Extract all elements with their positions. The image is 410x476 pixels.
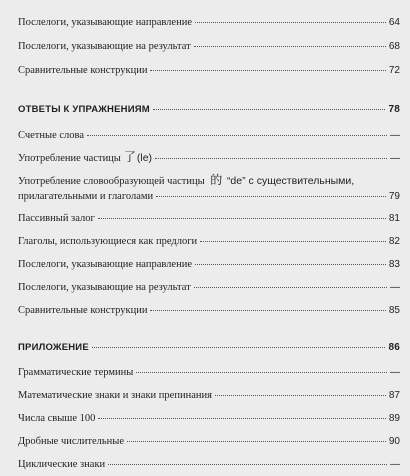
toc-entry-page: —: [390, 153, 400, 164]
toc-entry: [18, 413, 400, 425]
dotted-leader: [136, 372, 387, 373]
toc-entry-page: 87: [388, 390, 400, 401]
toc-entry: [18, 305, 400, 317]
toc-entry: [18, 213, 400, 225]
dotted-leader: [98, 218, 386, 219]
toc-entry: [18, 65, 400, 77]
toc-entry-title: Глаголы, использующиеся как предлоги: [18, 236, 198, 247]
toc-entry-title-prefix: Употребление словообразующей частицы: [18, 176, 205, 187]
dotted-leader: [150, 310, 385, 311]
toc-entry-page: 79: [388, 191, 400, 202]
toc-entry: [18, 130, 400, 142]
toc-entry-page: 81: [388, 213, 400, 224]
toc-entry-title: Послелоги, указывающие на результат: [18, 282, 191, 293]
toc-entry: [18, 259, 400, 271]
toc-entry-page: 68: [388, 41, 400, 52]
dotted-leader: [98, 418, 385, 419]
toc-entry-title: Циклические знаки: [18, 459, 106, 470]
dotted-leader: [153, 109, 386, 110]
dotted-leader: [156, 196, 386, 197]
toc-entry-page: 82: [388, 236, 400, 247]
toc-entry-page: 90: [388, 436, 400, 447]
toc-entry: [18, 436, 400, 448]
toc-entry-title: Счетные слова: [18, 130, 84, 141]
toc-entry-page: 64: [388, 17, 400, 28]
toc-entry: [18, 459, 400, 471]
dotted-leader: [108, 464, 387, 465]
toc-entry-page: —: [390, 459, 400, 470]
chinese-character: 了: [123, 150, 136, 164]
dotted-leader: [200, 241, 386, 242]
toc-entry-title: Математические знаки и знаки препинания: [18, 390, 212, 401]
dotted-leader: [92, 347, 386, 348]
toc-entry-title: Послелоги, указывающие направление: [18, 259, 192, 270]
dotted-leader: [127, 441, 386, 442]
toc-entry-title: Послелоги, указывающие на результат: [18, 41, 191, 52]
dotted-leader: [195, 264, 386, 265]
toc-entry-page: 78: [388, 104, 400, 115]
dotted-leader: [194, 287, 387, 288]
toc-entry-page: 86: [388, 342, 400, 353]
toc-section-title: ОТВЕТЫ К УПРАЖНЕНИЯМ: [18, 104, 150, 115]
dotted-leader: [194, 46, 386, 47]
toc-entry: [18, 282, 400, 294]
dotted-leader: [195, 22, 386, 23]
toc-entry-title-suffix: “de” с существительными,: [226, 175, 355, 187]
toc-entry-page: 83: [388, 259, 400, 270]
chinese-character: 的: [210, 173, 223, 187]
toc-entry-title: Сравнительные конструкции: [18, 305, 148, 316]
toc-section-title: ПРИЛОЖЕНИЕ: [18, 342, 89, 353]
toc-entry: [18, 367, 400, 379]
toc-entry-title: Пассивный залог: [18, 213, 95, 224]
toc-entry-title: Послелоги, указывающие направление: [18, 17, 192, 28]
toc-entry-page: —: [390, 367, 400, 378]
dotted-leader: [150, 70, 385, 71]
toc-entry-title-suffix: (le): [136, 152, 153, 164]
dotted-leader: [155, 158, 387, 159]
toc-entry: [18, 236, 400, 248]
toc-entry-line-1: [18, 173, 400, 189]
toc-entry: [18, 390, 400, 402]
toc-entry-page: —: [390, 130, 400, 141]
toc-entry-title: Сравнительные конструкции: [18, 65, 148, 76]
toc-entry-page: —: [390, 282, 400, 293]
toc-entry-title-continuation: прилагательными и глаголами: [18, 191, 154, 202]
toc-section-appendix: [18, 342, 400, 354]
toc-entry-multiline: [18, 173, 400, 204]
toc-entry: [18, 41, 400, 53]
toc-entry: [18, 17, 400, 29]
toc-entry-title: Грамматические термины: [18, 367, 134, 378]
dotted-leader: [87, 135, 387, 136]
toc-entry-title: Дробные числительные: [18, 436, 124, 447]
dotted-leader: [215, 395, 386, 396]
toc-entry: [18, 151, 400, 165]
toc-entry-title-prefix: Употребление частицы: [18, 153, 121, 164]
toc-entry-page: 89: [388, 413, 400, 424]
toc-entry-title: Числа свыше 100: [18, 413, 96, 424]
toc-entry-page: 85: [388, 305, 400, 316]
toc-section-answers: [18, 104, 400, 116]
toc-entry-line-2: [18, 189, 400, 204]
toc-entry-page: 72: [388, 65, 400, 76]
